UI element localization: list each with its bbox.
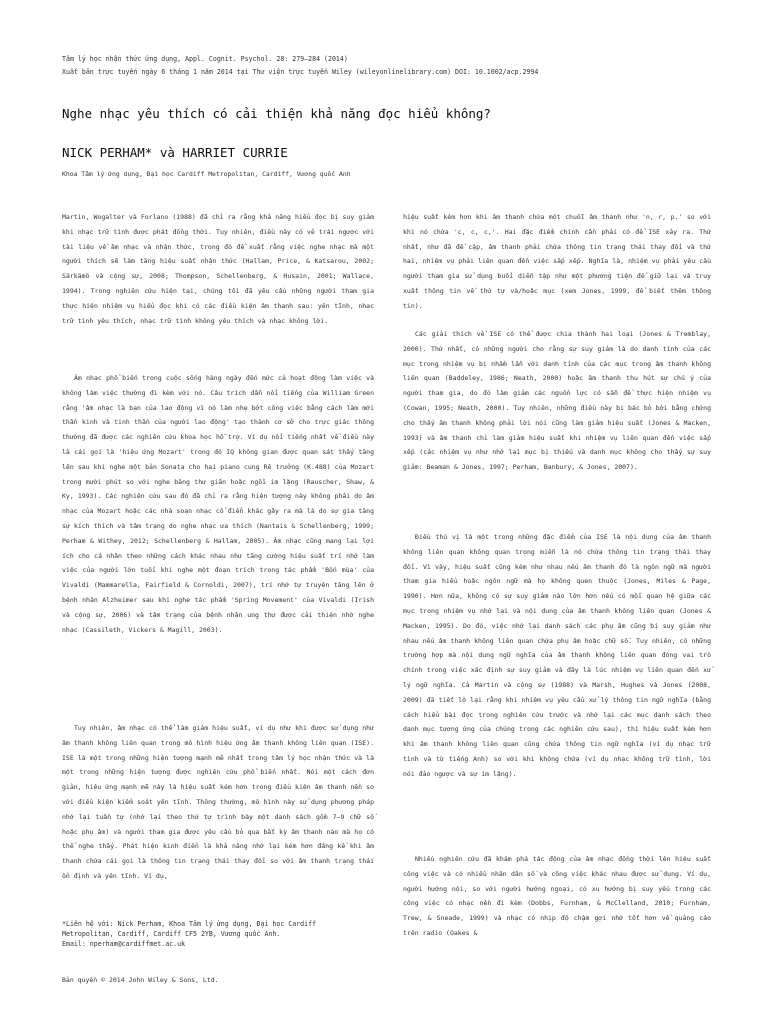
right-paragraph-3: Điều thú vị là một trong những đặc điểm của ISE là nội dung của âm thanh không liên quan không quan trọng miễn là nó chứa thông tin trạng thái thay đổi. Vì vậy, hiệu suất cũng kém như nhau nếu âm thanh đó là ngôn ngữ mà người tham gia hiểu hoặc ngôn ngữ mà họ không quen thuộc (Jones, Miles & Page, 1990). Hơn nữa, không có sự suy giảm nào lớn hơn nếu có mối quan hệ giữa các mục trong nhiệm vụ nhớ lại và nội dung của âm thanh không liên quan (Jones & Macken, 1995). Do đó, việc nhớ lại danh sách các phụ âm cũng bị suy giảm như nhau nếu âm thanh không liên quan chứa phụ âm hoặc chữ số. Tuy nhiên, có những trường hợp mà nội dung ngữ nghĩa của âm thanh không liên quan đóng vai trò chính trong việc xác định sự suy giảm và đây là lúc nhiệm vụ liên quan đến xử lý ngữ nghĩa. Cả Martin và cộng sự (1988) và Marsh, Hughes và Jones (2008, 2009) đã tiết lộ lại rằng khi nhiệm vụ yêu cầu xử lý thông tin ngữ nghĩa (bằng cách hiểu bài đọc trong nghiên cứu trước và nhớ lại các mục danh sách theo danh mục tương ứng của chúng trong các nghiên cứu sau), thì hiệu suất kém hơn khi âm thanh không liên quan cũng chứa thông tin ngữ nghĩa (ví dụ nhạc trữ tình và từ tiếng Anh) so với khi không chứa (ví dụ nhạc không trữ tình, lời nói đảo ngược và sự im lặng). <box>403 533 711 778</box>
right-paragraph-4: Nhiều nghiên cứu đã khám phá tác động của âm nhạc đồng thời lên hiệu suất công việc và có nhiều nhân dân số và công việc khác nhau được sử dụng. Ví dụ, người hướng nội, so với người hướng ngoại, có xu hướng bị suy yếu trong các công việc có nhạc nền đi kèm (Dobbs, Furnham, & McClelland, 2010; Furnham, Trew, & Sneade, 1999) và nhạc có nhịp độ chậm gợi nhớ tốt hơn về quảng cáo trên radio (Oakes & <box>403 855 711 937</box>
left-paragraph-1: Martin, Wogalter và Forlano (1988) đã chỉ ra rằng khả năng hiểu đọc bị suy giảm khi nhạc trữ tình được phát đồng thời. Tuy nhiên, điều này có vẻ trái ngược với tài liệu về âm nhạc và nhận thức, trong đó đề xuất rằng việc nghe nhạc mà một người thích sẽ làm tăng hiệu suất nhận thức (Hallam, Price, & Katsarou, 2002; Särkämö và cộng sự, 2008; Thompson, Schellenberg, & Husain, 2001; Wallace, 1994). Trong nghiên cứu hiện tại, chúng tôi đã yêu cầu những người tham gia thực hiện nhiệm vụ hiểu đọc khi có các điều kiện âm thanh sau: yên tĩnh, nhạc trữ tình yêu thích, nhạc trữ tình không yêu thích và nhạc không lời. <box>62 213 374 325</box>
right-paragraph-1: hiệu suất kém hơn khi âm thanh chứa một chuỗi âm thanh như 'n, r, p.' so với khi nó chứa 'c, c, c,'. Hai đặc điểm chính cần phải có để ISE xảy ra. Thứ nhất, như đã đề cập, âm thanh phải chứa thông tin trạng thái thay đổi và thứ hai, nhiệm vụ phải liên quan đến việc sắp xếp. Nghĩa là, nhiệm vụ phải yêu cầu người tham gia sử dụng buổi diễn tập như một phương tiện để giữ lại và truy xuất thông tin về thứ tự và/hoặc mục (xem Jones, 1999, để biết thêm thông tin). <box>403 213 711 310</box>
left-paragraph-3: Tuy nhiên, âm nhạc có thể làm giảm hiệu suất, ví dụ như khi được sử dụng như âm thanh không liên quan trong mô hình hiệu ứng âm thanh không liên quan (ISE). ISE là một trong những hiện tượng mạnh mẽ nhất trong tâm lý học nhận thức và là một trong những hiện tượng được nghiên cứu phổ biến nhất. Nói một cách đơn giản, hiệu ứng mạnh mẽ này là hiệu suất kém hơn trong điều kiện âm thanh nền so với điều kiện kiểm soát yên tĩnh. Thông thường, mô hình này sử dụng phương pháp nhớ lại tuần tự (nhớ lại theo thứ tự trình bày một danh sách gồm 7–9 chữ số hoặc phụ âm) và người tham gia được yêu cầu bỏ qua bất kỳ âm thanh nào mà họ có thể nghe thấy. Phát hiện kinh điển là khả năng nhớ lại kém hơn đáng kể khi âm thanh chứa cái gọi là thông tin trạng thái thay đổi so với âm thanh trạng thái ổn định và yên tĩnh. Ví dụ, <box>62 724 374 880</box>
footnote-email: Email: nperham@cardiffmet.ac.uk <box>62 940 186 948</box>
affiliation: Khoa Tâm lý ứng dụng, Đại học Cardiff Metropolitan, Cardiff, Vương quốc Anh <box>62 170 351 178</box>
footnote-contact: *Liên hệ với: Nick Perham, Khoa Tâm lý ứng dụng, Đại học Cardiff Metropolitan, Cardiff, Cardiff CF5 2YB, Vương quốc Anh. <box>62 920 317 938</box>
journal-citation: Tâm lý học nhận thức ứng dụng, Appl. Cognit. Psychol. 28: 279–284 (2014) <box>62 55 348 63</box>
publication-info: Xuất bản trực tuyến ngày 6 tháng 1 năm 2014 tại Thư viện trực tuyến Wiley (wileyonlinelibrary.com) DOI: 10.1002/acp.2994 <box>62 68 539 76</box>
right-paragraph-2: Các giải thích về ISE có thể được chia thành hai loại (Jones & Tremblay, 2000). Thứ nhất, có những người cho rằng sự suy giảm là do danh tính của các mục trong nhiệm vụ bị nhầm lẫn với danh tính của các mục trong âm thanh không liên quan (Baddeley, 1986; Neath, 2000) hoặc âm thanh thu hút sự chú ý của người tham gia, do đó làm giảm các nguồn lực có sẵn để thực hiện nhiệm vụ (Cowan, 1995; Neath, 2000). Tuy nhiên, những điều này bị bác bỏ bởi bằng chứng cho thấy âm thanh không phải lời nói cũng làm giảm hiệu suất (Jones & Macken, 1993) và âm thanh chỉ làm giảm hiệu suất khi nhiệm vụ liên quan đến việc sắp xếp (các nhiệm vụ như nhớ lại mục bị thiếu và danh mục không cho thấy sự suy giảm: Beaman & Jones, 1997; Perham, Banbury, & Jones, 2007). <box>403 330 711 472</box>
left-paragraph-2: Âm nhạc phổ biến trong cuộc sống hàng ngày đến mức cả hoạt động làm việc và không làm việc thường đi kèm với nó. Câu trích dẫn nổi tiếng của William Green rằng 'âm nhạc là bạn của lao động vì nó làm nhẹ bớt công việc bằng cách làm mới thần kinh và tinh thần của người lao động' tạo thành cơ sở cho trực giác thông thường đã được các nghiên cứu khoa học hỗ trợ. Ví dụ nổi tiếng nhất về điều này là cái gọi là 'hiệu ứng Mozart' trong đó IQ không gian được quan sát thấy tăng lên sau khi nghe một bản Sonata cho hai piano cung Rê trưởng (K.488) của Mozart trong mười phút so với nghe băng thư giãn hoặc ngồi im lặng (Rauscher, Shaw, & Ky, 1993). Các nghiên cứu sau đó đã chỉ ra rằng hiện tượng này không phải do âm nhạc của Mozart hoặc các nhà soạn nhạc cổ điển khác gây ra mà là do sự gia tăng sự kích thích và tâm trạng do nghe nhạc ưa thích (Nantais & Schellenberg, 1999; Perham & Withey, 2012; Schellenberg & Hallam, 2005). Âm nhạc cũng mang lại lợi ích cho cá nhân theo những cách khác nhau như tăng cường hiệu suất trí nhớ làm việc của người lớn tuổi khi nghe một đoạn trích trong tác phẩm 'Bốn mùa' của Vivaldi (Mammarella, Fairfield & Cornoldi, 2007), trí nhớ tự truyện tăng lên ở bệnh nhân Alzheimer sau khi nghe tác phẩm 'Spring Movement' của Vivaldi (Irish và cộng sự, 2006) và tâm trạng của bệnh nhân ung thư được cải thiện nhờ nghe nhạc (Cassileth, Vickers & Magill, 2003). <box>62 374 374 634</box>
corresponding-author-footnote <box>62 919 362 949</box>
copyright-notice: Bản quyền © 2014 John Wiley & Sons, Ltd. <box>62 976 219 984</box>
author-list: NICK PERHAM* và HARRIET CURRIE <box>62 145 288 160</box>
paper-title: Nghe nhạc yêu thích có cải thiện khả năng đọc hiểu không? <box>62 106 491 121</box>
